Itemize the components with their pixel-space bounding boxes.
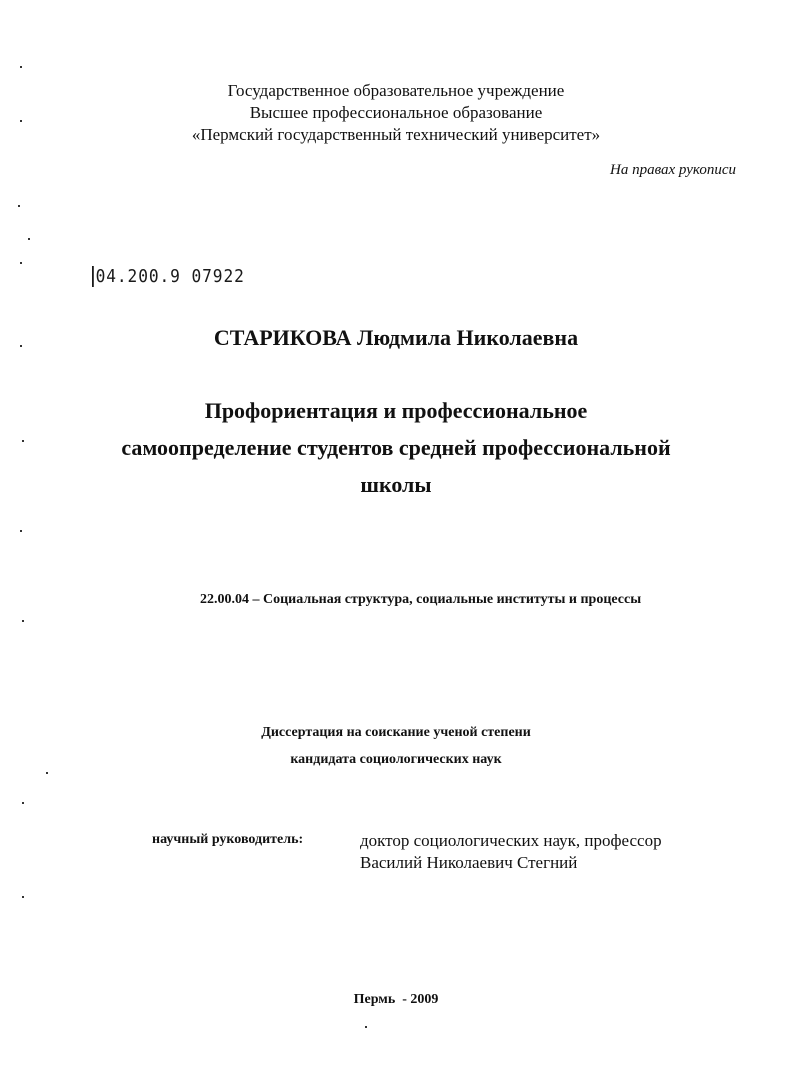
degree-line-1: Диссертация на соискание ученой степени (261, 725, 531, 740)
city-year: Пермь - 2009 (353, 992, 439, 1007)
author-name: СТАРИКОВА Людмила Николаевна (213, 325, 579, 350)
advisor-label: научный руководитель: (152, 832, 304, 847)
title-line-3: школы (360, 472, 432, 497)
archive-number (92, 266, 245, 287)
scan-speck (365, 1026, 367, 1028)
scan-speck (18, 205, 20, 207)
title-line-1: Профориентация и профессиональное (204, 398, 588, 423)
scan-speck (22, 802, 24, 804)
scan-speck (22, 896, 24, 898)
scan-speck (20, 530, 22, 532)
advisor-degree: доктор социологических наук, профессор (360, 831, 662, 850)
institution-header (0, 80, 792, 146)
specialty-code: 22.00.04 – Социальная структура, социальные институты и процессы (200, 592, 642, 607)
rights-notice: На правах рукописи (610, 162, 736, 178)
dissertation-title (0, 392, 792, 503)
institution-line-3: «Пермский государственный технический университет» (191, 125, 601, 144)
scan-speck (22, 620, 24, 622)
title-line-2: самоопределение студентов средней профессиональной (121, 435, 671, 460)
degree-line-2: кандидата социологических наук (290, 752, 502, 767)
scan-speck (20, 262, 22, 264)
archive-number-text: 04.200.9 07922 (92, 266, 245, 287)
advisor-name: Василий Николаевич Стегний (360, 853, 578, 872)
advisor-info (360, 830, 662, 874)
degree-block (0, 719, 792, 773)
institution-line-2: Высшее профессиональное образование (249, 103, 543, 122)
scan-speck (20, 66, 22, 68)
institution-line-1: Государственное образовательное учреждение (227, 81, 565, 100)
scan-speck (28, 238, 30, 240)
